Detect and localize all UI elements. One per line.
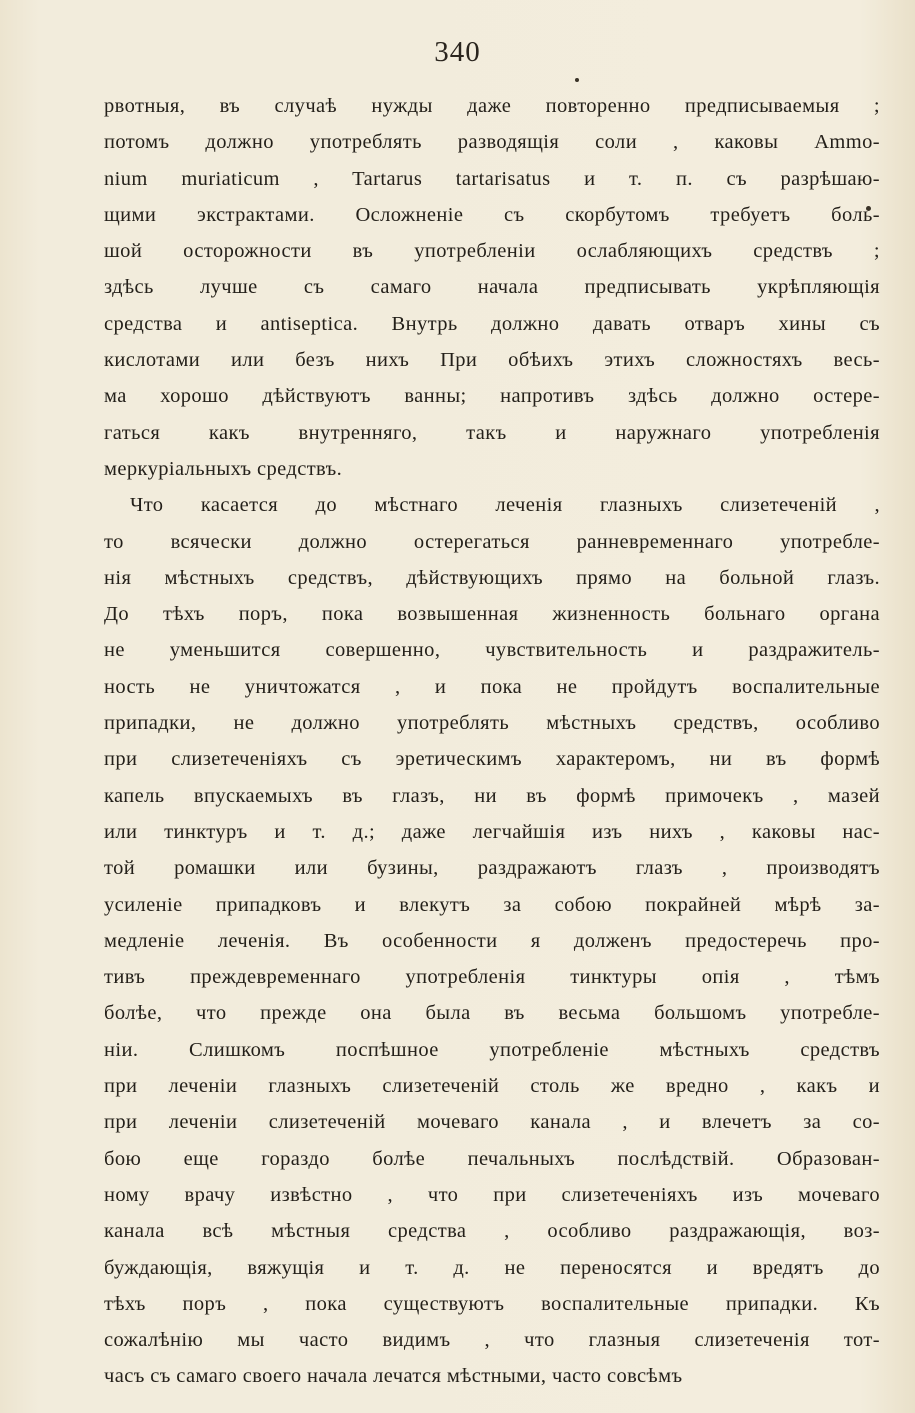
text-line: часъ съ самаго своего начала лечатся мѣстными, часто совсѣмъ: [104, 1365, 683, 1388]
text-line: капель впускаемыхъ въ глазъ, ни въ формѣ примочекъ , мазей: [104, 784, 880, 807]
text-line: канала всѣ мѣстныя средства , особливо раздражающія, воз-: [104, 1220, 880, 1243]
text-line: здѣсь лучше съ самаго начала предписывать укрѣпляющія: [104, 276, 880, 299]
text-line: тивъ преждевременнаго употребленія тинктуры опія , тѣмъ: [104, 966, 880, 989]
text-line: болѣе, что прежде она была въ весьма большомъ употребле-: [104, 1002, 880, 1025]
text-line: ніи. Слишкомъ поспѣшное употребленіе мѣстныхъ средствъ: [104, 1038, 880, 1061]
text-line: той ромашки или бузины, раздражаютъ глазъ , производятъ: [104, 857, 880, 880]
text-line: гаться какъ внутренняго, такъ и наружнаго употребленія: [104, 421, 880, 444]
text-line: припадки, не должно употреблять мѣстныхъ средствъ, особливо: [104, 712, 880, 735]
text-line: буждающія, вяжущія и т. д. не переносятся и вредятъ до: [104, 1256, 880, 1279]
ink-speck: [575, 78, 579, 82]
text-line: то всячески должно остерегаться ранневременнаго употребле-: [104, 530, 880, 553]
text-line: ность не уничтожатся , и пока не пройдутъ воспалительные: [104, 675, 880, 698]
text-line: щими экстрактами. Осложненіе съ скорбутомъ требуетъ боль-: [104, 203, 880, 226]
text-line: ному врачу извѣстно , что при слизетеченіяхъ изъ мочеваго: [104, 1183, 880, 1206]
text-line: ма хорошо дѣйствуютъ ванны; напротивъ здѣсь должно остере-: [104, 385, 880, 408]
text-line: потомъ должно употреблять разводящія соли , каковы Ammo-: [104, 131, 880, 154]
text-line: при слизетеченіяхъ съ эретическимъ характеромъ, ни въ формѣ: [104, 748, 880, 771]
text-line: или тинктуръ и т. д.; даже легчайшія изъ нихъ , каковы нас-: [104, 820, 880, 843]
text-line: усиленіе припадковъ и влекутъ за собою покрайней мѣрѣ за-: [104, 893, 880, 916]
text-line: меркуріальныхъ средствъ.: [104, 457, 343, 480]
paragraph: [104, 487, 880, 1394]
text-line: рвотныя, въ случаѣ нужды даже повторенно предписываемыя ;: [104, 95, 880, 117]
text-line: не уменьшится совершенно, чувствительность и раздражитель-: [104, 639, 880, 662]
text-line: тѣхъ поръ , пока существуютъ воспалительные припадки. Къ: [104, 1292, 880, 1315]
text-line: бою еще гораздо болѣе печальныхъ послѣдствій. Образован-: [104, 1147, 880, 1170]
text-line: кислотами или безъ нихъ При обѣихъ этихъ сложностяхъ весь-: [104, 349, 880, 372]
text-line: Что касается до мѣстнаго леченія глазныхъ слизетеченій ,: [130, 494, 880, 517]
body-text: [104, 88, 880, 1395]
text-line: средства и antiseptica. Внутрь должно давать отваръ хины съ: [104, 312, 880, 335]
text-line: при леченіи слизетеченій мочеваго канала , и влечетъ за со-: [104, 1111, 880, 1134]
text-line: сожалѣнію мы часто видимъ , что глазныя слизетеченія тот-: [104, 1329, 880, 1352]
text-line: нія мѣстныхъ средствъ, дѣйствующихъ прямо на больной глазъ.: [104, 566, 880, 589]
paragraph: [104, 88, 880, 487]
text-line: До тѣхъ поръ, пока возвышенная жизненность больнаго органа: [104, 603, 880, 626]
text-line: при леченіи глазныхъ слизетеченій столь же вредно , какъ и: [104, 1075, 880, 1098]
page-number: 340: [434, 36, 481, 68]
text-line: шой осторожности въ употребленіи ослабляющихъ средствъ ;: [104, 240, 880, 263]
text-line: медленіе леченія. Въ особенности я долженъ предостеречь про-: [104, 929, 880, 952]
text-line: nium muriaticum , Tartarus tartarisatus и т. п. съ разрѣшаю-: [104, 167, 880, 190]
